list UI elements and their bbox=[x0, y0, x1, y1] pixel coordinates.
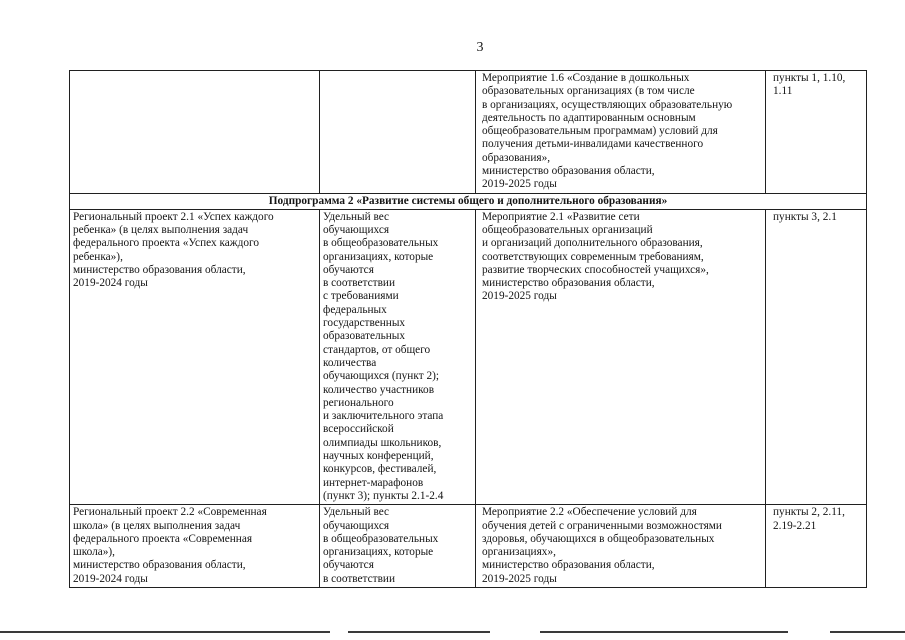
cell-project bbox=[70, 209, 320, 505]
cell-text-line: в общеобразовательных bbox=[323, 532, 439, 545]
cell-text-line: министерство образования области, bbox=[73, 263, 246, 276]
cell-text-line: федерального проекта «Успех каждого bbox=[73, 237, 259, 250]
cell-text-line: Региональный проект 2.1 «Успех каждого bbox=[73, 210, 274, 223]
cell-text-line: общеобразовательным программам) условий для bbox=[482, 125, 718, 138]
cell-text-line: Удельный вес bbox=[323, 210, 390, 223]
cell-points bbox=[766, 505, 867, 588]
cell-text-line: ребенка» (в целях выполнения задач bbox=[73, 223, 249, 236]
cell-measure bbox=[476, 209, 766, 505]
cell-text-line: обучающихся bbox=[323, 223, 390, 236]
cell-text-line: ребенка»), bbox=[73, 250, 123, 263]
cell-points bbox=[766, 71, 867, 194]
cell-text-line: школа» (в целях выполнения задач bbox=[73, 519, 241, 532]
cell-text-line: министерство образования области, bbox=[482, 559, 655, 572]
cell-text-line: организациях, которые bbox=[323, 546, 434, 559]
cell-text-line: школа»), bbox=[73, 546, 115, 559]
cell-text-line: 2019-2025 годы bbox=[482, 290, 557, 303]
table-row-project-2-2 bbox=[70, 505, 867, 588]
cell-text-line: 2019-2024 годы bbox=[73, 277, 148, 290]
subprogram-title: Подпрограмма 2 «Развитие системы общего и дополнительного образования» bbox=[70, 193, 867, 209]
cell-text-line: научных конференций, bbox=[323, 450, 434, 463]
cell-text-line: федерального проекта «Современная bbox=[73, 532, 253, 545]
cell-text-line: Мероприятие 2.1 «Развитие сети bbox=[482, 210, 640, 223]
cell-project bbox=[70, 71, 320, 194]
cell-text-line: Мероприятие 2.2 «Обеспечение условий для bbox=[482, 506, 697, 519]
cell-text-line: в соответствии bbox=[323, 572, 395, 585]
cell-text-line: с требованиями bbox=[323, 290, 399, 303]
cell-text-line: Удельный вес bbox=[323, 506, 390, 519]
cell-text-line: интернет-марафонов bbox=[323, 476, 424, 489]
cell-text-line: 2019-2024 годы bbox=[73, 572, 148, 585]
cell-text-line: пункты 3, 2.1 bbox=[773, 210, 837, 223]
cell-text-line: в организациях, осуществляющих образовательную bbox=[482, 98, 733, 111]
scan-edge-line bbox=[540, 631, 788, 633]
cell-text-line: государственных bbox=[323, 317, 406, 330]
scan-edge-line bbox=[348, 631, 490, 633]
cell-text-line: обучающихся bbox=[323, 519, 390, 532]
cell-text-line: министерство образования области, bbox=[73, 559, 246, 572]
cell-measure bbox=[476, 505, 766, 588]
table-row-measure-1-6 bbox=[70, 71, 867, 194]
scan-edge-line bbox=[0, 631, 330, 633]
cell-text-line: 2019-2025 годы bbox=[482, 572, 557, 585]
table-row-project-2-1 bbox=[70, 209, 867, 505]
cell-text-line: федеральных bbox=[323, 303, 387, 316]
page-number: 3 bbox=[476, 40, 484, 55]
cell-text-line: стандартов, от общего bbox=[323, 343, 431, 356]
cell-text-line: министерство образования области, bbox=[482, 277, 655, 290]
cell-text-line: образовательных организациях (в том числе bbox=[482, 85, 695, 98]
cell-points bbox=[766, 209, 867, 505]
cell-text-line: соответствующих современным требованиям, bbox=[482, 250, 704, 263]
subprogram-header-row bbox=[70, 193, 867, 209]
cell-text-line: (пункт 3); пункты 2.1-2.4 bbox=[323, 489, 444, 502]
cell-text-line: в соответствии bbox=[323, 277, 395, 290]
cell-text-line: организациях, которые bbox=[323, 250, 434, 263]
cell-text-line: общеобразовательных организаций bbox=[482, 223, 653, 236]
cell-text-line: регионального bbox=[323, 396, 394, 409]
cell-text-line: пункты 1, 1.10, bbox=[773, 72, 846, 84]
cell-text-line: 1.11 bbox=[773, 85, 793, 98]
cell-text-line: 2019-2025 годы bbox=[482, 178, 557, 191]
cell-text-line: количества bbox=[323, 356, 377, 369]
cell-text-line: олимпиады школьников, bbox=[323, 436, 442, 449]
cell-text-line: получения детьми-инвалидами качественного bbox=[482, 138, 704, 151]
cell-text-line: образовательных bbox=[323, 330, 406, 343]
cell-measure bbox=[476, 71, 766, 194]
cell-indicators bbox=[320, 71, 476, 194]
program-table bbox=[69, 70, 867, 588]
cell-text-line: деятельность по адаптированным основным bbox=[482, 111, 696, 124]
cell-text-line: Мероприятие 1.6 «Создание в дошкольных bbox=[482, 72, 690, 84]
cell-indicators bbox=[320, 209, 476, 505]
cell-text-line: развитие творческих способностей учащихся», bbox=[482, 263, 709, 276]
cell-text-line: и заключительного этапа bbox=[323, 410, 444, 423]
cell-text-line: в общеобразовательных bbox=[323, 237, 439, 250]
cell-text-line: и организаций дополнительного образования, bbox=[482, 237, 703, 250]
cell-text-line: количество участников bbox=[323, 383, 435, 396]
cell-text-line: здоровья, обучающихся в общеобразовательных bbox=[482, 532, 715, 545]
cell-indicators bbox=[320, 505, 476, 588]
cell-text-line: министерство образования области, bbox=[482, 165, 655, 178]
cell-text-line: 2.19-2.21 bbox=[773, 519, 817, 532]
cell-text-line: Региональный проект 2.2 «Современная bbox=[73, 506, 267, 519]
cell-text-line: обучающихся (пункт 2); bbox=[323, 370, 440, 383]
cell-text-line: конкурсов, фестивалей, bbox=[323, 463, 437, 476]
cell-text-line: обучения детей с ограниченными возможностями bbox=[482, 519, 722, 532]
cell-text-line: обучаются bbox=[323, 263, 374, 276]
cell-text-line: обучаются bbox=[323, 559, 374, 572]
cell-text-line: организациях», bbox=[482, 546, 556, 559]
cell-text-line: всероссийской bbox=[323, 423, 394, 436]
scan-edge-line bbox=[830, 631, 905, 633]
cell-text-line: образования», bbox=[482, 151, 551, 164]
cell-project bbox=[70, 505, 320, 588]
cell-text-line: пункты 2, 2.11, bbox=[773, 506, 845, 519]
